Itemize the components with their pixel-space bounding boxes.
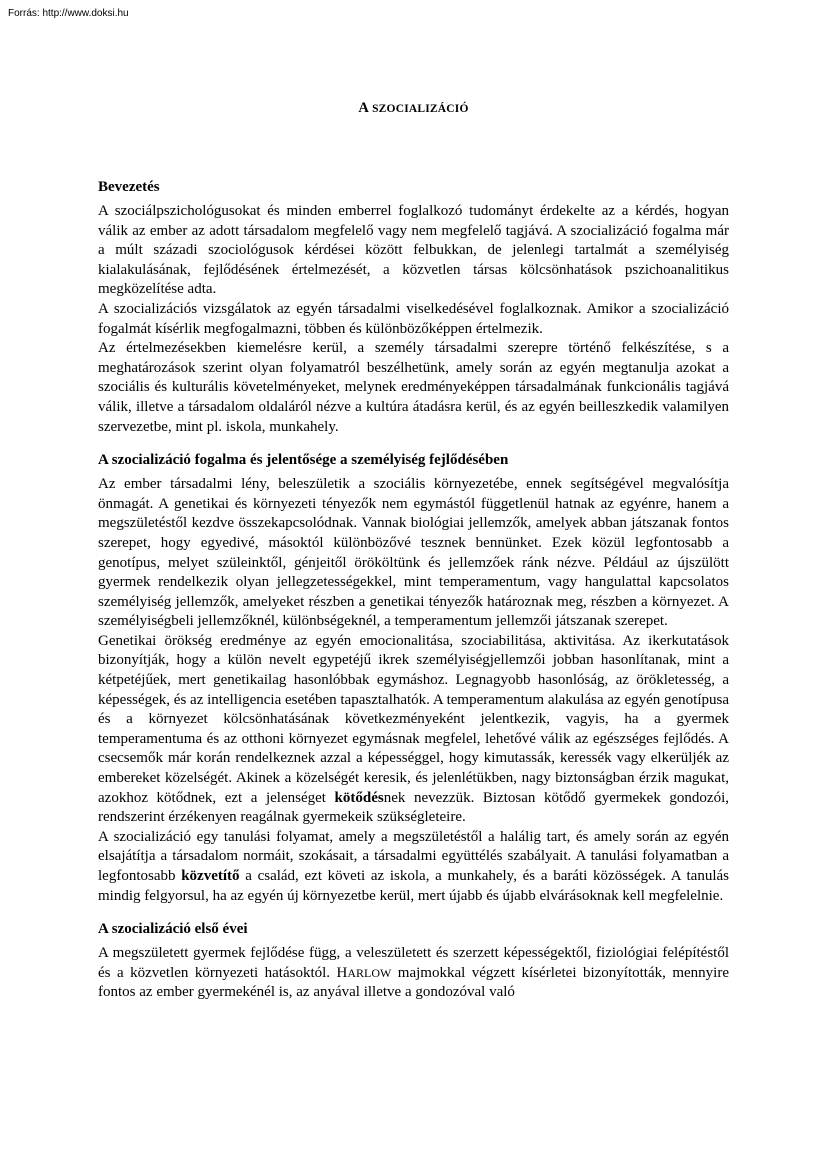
paragraph: Az értelmezésekben kiemelésre kerül, a személy társadalmi szerepre történő felkészítése, s a meghatározások szerint olyan folyamatról beszélhetünk, amely során az egyén megtanulja azokat a szociális és kulturális követelményeket, melynek eredményeképpen társadalmának funkcionális tagjává válik, illetve a társadalom oldaláról nézve a kultúra átadásra kerül, és az egyén beilleszkedik valamilyen szervezetbe, mint pl. iskola, munkahely.	[98, 340, 729, 435]
section-heading: A szocializáció fogalma és jelentősége a személyiség fejlődésében	[98, 452, 509, 469]
source-line: Forrás: http://www.doksi.hu	[8, 8, 129, 19]
section-heading: A szocializáció első évei	[98, 921, 248, 938]
paragraph: Az ember társadalmi lény, beleszületik a szociális környezetébe, ennek segítségével megvalósítja önmagát. A genetikai és környezeti tényezők nem egymástól függetlenül hatnak az egyénre, hanem a megszületéstől kezdve összekapcsolódnak. Vannak biológiai jellemzők, amelyek abban játszanak fontos szerepet, hogy egyedivé, másoktól különbözővé tesznek bennünket. Ezek közül legfontosabb a genotípus, melyet szüleinktől, génjeitől örököltünk és jellemzőek ránk nézve. Például az újszülött gyermek rendelkezik olyan jellegzetességekkel, mint temperamentum, vagy hangulattal kapcsolatos személyiség jellemzők, amelyeket részben a genetikai tényezők határoznak meg, részben a környezet. A személyiségbeli jellemzőknél, különbségeknél, a temperamentum jellemzői játszanak szerepet.	[98, 476, 729, 630]
section-heading: Bevezetés	[98, 179, 160, 195]
paragraph: Genetikai örökség eredménye az egyén emocionalitása, szociabilitása, aktivitása. Az ikerkutatások bizonyítják, hogy a külön nevelt egypetéjű ikrek személyiségjellemzői jobban hasonlítanak, mint a kétpetéjűek, mert genetikailag hasonlóbbak egymáshoz. Legnagyobb hasonlóság, az örökletesség, a képességek, és az intelligencia esetében tapasztalhatók. A temperamentum alakulása az egyén genotípusa és a környezet kölcsönhatásának következményeként jelentkezik, vagyis, ha a gyermek temperamentuma és az otthoni környezet egymásnak megfelel, lehetővé válik az egészséges fejlődés. A csecsemők már korán rendelkeznek azzal a képességgel, hogy kimutassák, keressék vagy elkerüljék az embereket közelségét. Akinek a közelségét keresik, és jelenlétükben, nagy biztonságban érzik magukat, azokhoz kötődnek, ezt a jelenséget kötődésnek nevezzük. Biztosan kötődő gyermekek gondozói, rendszerint érzékenyen reagálnak gyermekeik szükségleteire.	[98, 632, 729, 826]
page-title: A SZOCIALIZÁCIÓ	[358, 100, 469, 116]
section-first-years	[98, 919, 729, 1003]
paragraph: A szocializáció egy tanulási folyamat, amely a megszületéstől a halálig tart, és amely során az egyén elsajátítja a társadalom normáit, szokásait, a társadalmi együttélés szabályait. A tanulási folyamatban a legfontosabb közvetítő a család, ezt követi az iskola, a munkahely, és a baráti közösségek. A tanulás mindig felgyorsul, ha az egyén új környezetbe kerül, mert újabb és újabb elvárásoknak kell megfelelnie.	[98, 828, 730, 904]
paragraph: A szociálpszichológusokat és minden emberrel foglalkozó tudományt érdekelte az a kérdés, hogyan válik az ember az adott társadalom megfelelő vagy nem megfelelő tagjává. A szocializáció fogalma már a múlt századi szociológusok kérdései között felbukkan, de jelenlegi tartalmát a személyiség kialakulásának, fejlődésének értelmezését, a közvetlen társas kölcsönhatások pszichoanalitikus megközelítése adta.	[98, 203, 729, 298]
section-concept	[98, 450, 729, 906]
paragraph: A szocializációs vizsgálatok az egyén társadalmi viselkedésével foglalkoznak. Amikor a szocializáció fogalmát kísérlik megfogalmazni, többen és különbözőképpen értelmezik.	[98, 300, 729, 337]
section-intro	[98, 177, 729, 437]
document-page	[98, 100, 729, 1003]
paragraph: A megszületett gyermek fejlődése függ, a veleszületett és szerzett képességektől, fiziológiai felépítéstől és a közvetlen környezeti hatásoktól. HARLOW majmokkal végzett kísérletei bizonyították, mennyire fontos az ember gyermekénél is, az anyával illetve a gondozóval való	[98, 945, 729, 1001]
